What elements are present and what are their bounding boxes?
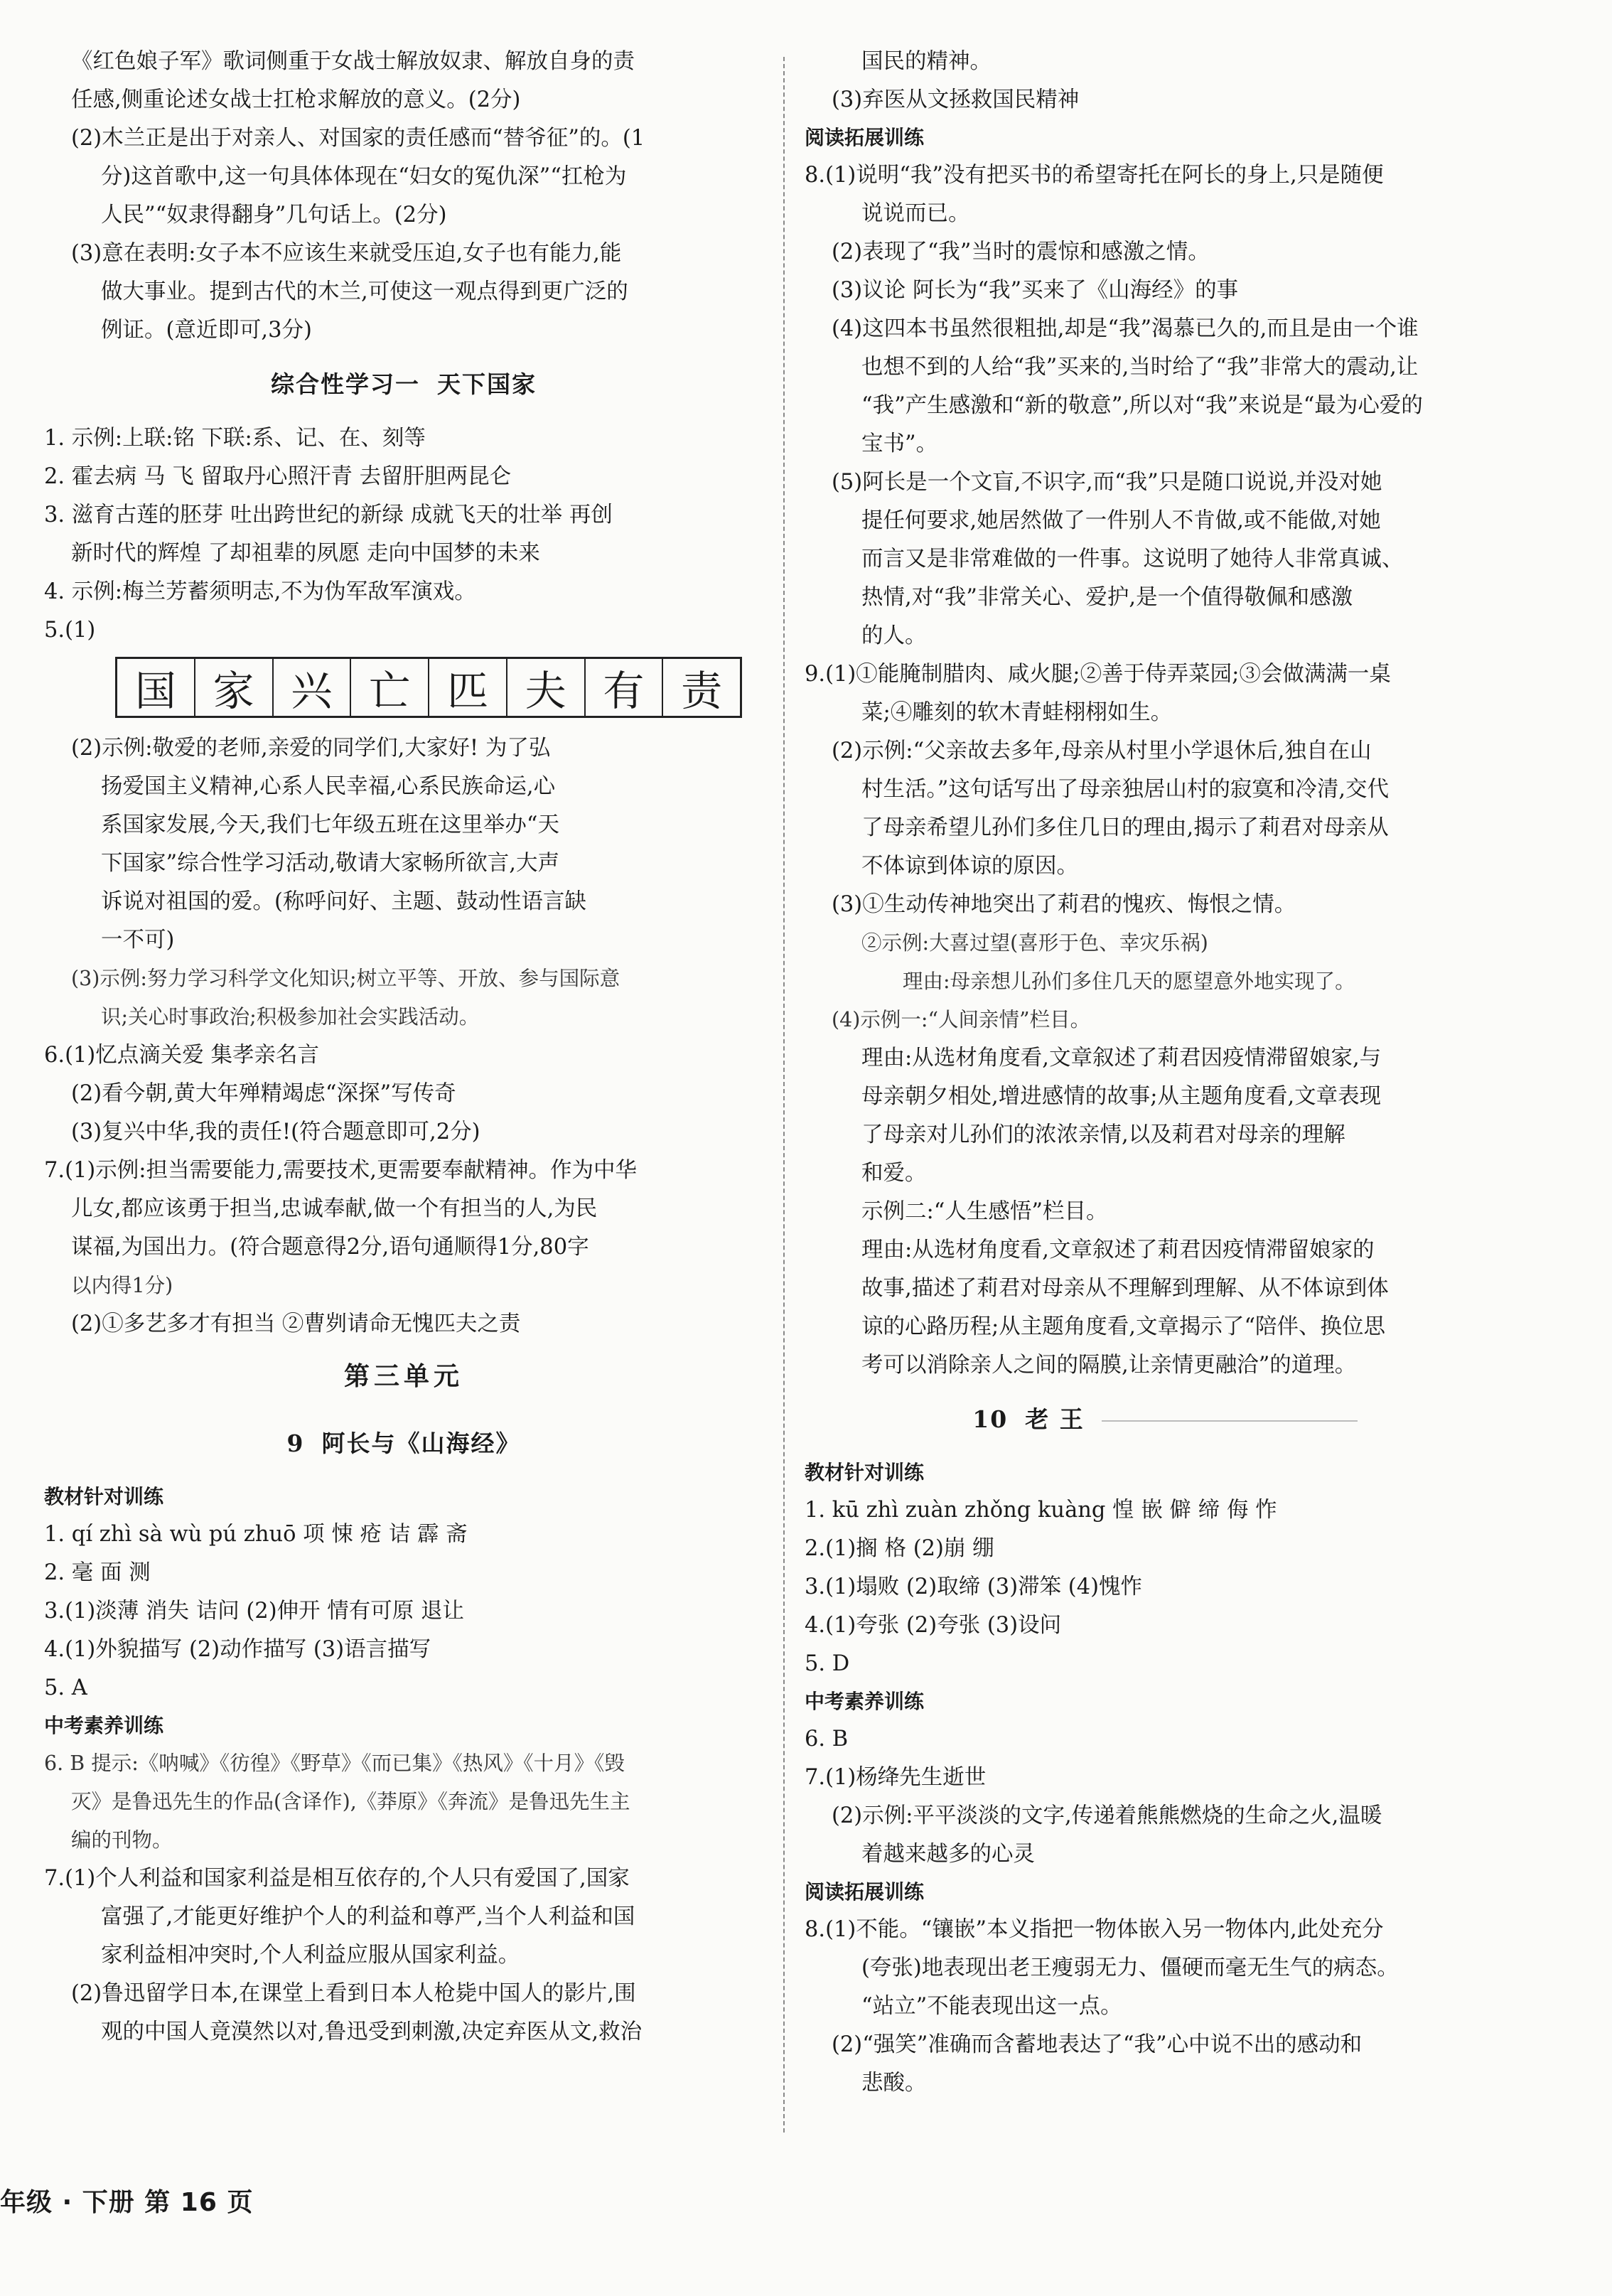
grid-char: 有 [586,659,664,716]
answer-line: 热情,对“我”非常关心、爱护,是一个值得敬佩和感激 [861,585,1353,610]
answer-line: (2)①多艺多才有担当 ②曹刿请命无愧匹夫之责 [71,1311,521,1336]
answer-line: 富强了,才能更好维护个人的利益和尊严,当个人利益和国 [101,1904,635,1929]
answer-line: 2. 毫 面 测 [44,1560,151,1585]
answer-line: 一不可) [101,928,175,953]
answer-line: 村生活。”这句话写出了母亲独居山村的寂寞和冷清,交代 [861,777,1390,802]
right-column [805,43,1525,2103]
answer-line: (2)“强笑”准确而含蓄地表达了“我”心中说不出的感动和 [832,2032,1363,2057]
grid-char: 责 [681,667,723,715]
section-heading: 阅读拓展训练 [805,1880,925,1904]
answer-line: 3.(1)淡薄 消失 诘问 (2)伸开 情有可原 退让 [44,1599,464,1624]
answer-line: 也想不到的人给“我”买来的,当时给了“我”非常大的震动,让 [861,355,1419,380]
answer-line: 和爱。 [861,1161,927,1186]
answer-line: 5. D [805,1651,850,1676]
section-heading: 中考素养训练 [805,1690,925,1713]
answer-line: 灭》是鲁迅先生的作品(含译作),《莽原》《奔流》是鲁迅先生主 [71,1790,630,1813]
answer-line: (3)弃医从文拯救国民精神 [832,87,1080,112]
lesson-title-number: 综合性学习一 [271,370,420,398]
answer-line: 7.(1)示例:担当需要能力,需要技术,更需要奉献精神。作为中华 [44,1158,637,1183]
answer-line: 理由:母亲想儿孙们多住几天的愿望意外地实现了。 [903,970,1355,993]
answer-line: 示例二:“人生感悟”栏目。 [861,1199,1108,1224]
answer-line: (2)表现了“我”当时的震惊和感激之情。 [832,240,1210,264]
answer-line: 编的刊物。 [71,1828,173,1852]
grid-char: 家 [195,659,274,716]
answer-line: 理由:从选材角度看,文章叙述了莉君因疫情滞留娘家,与 [861,1046,1382,1071]
answer-line: ②示例:大喜过望(喜形于色、幸灾乐祸) [861,931,1208,955]
answer-line: 5.(1) [44,618,96,643]
section-heading: 教材针对训练 [44,1485,164,1508]
answer-line: (2)鲁迅留学日本,在课堂上看到日本人枪毙中国人的影片,围 [71,1981,636,2006]
answer-line: (3)意在表明:女子本不应该生来就受压迫,女子也有能力,能 [71,241,622,266]
answer-line: 4.(1)夸张 (2)夸张 (3)设问 [805,1613,1062,1638]
answer-line: 着越来越多的心灵 [861,1842,1035,1867]
answer-line: 的人。 [861,623,927,648]
answer-line: 不体谅到体谅的原因。 [861,854,1078,879]
answer-line: 了母亲希望儿孙们多住几日的理由,揭示了莉君对母亲从 [861,815,1389,840]
answer-line: 家利益相冲突时,个人利益应服从国家利益。 [101,1943,520,1968]
answer-line: 例证。(意近即可,3分) [101,318,312,343]
answer-line: (5)阿长是一个文盲,不识字,而“我”只是随口说说,并没对她 [832,470,1382,495]
answer-line: 3.(1)塌败 (2)取缔 (3)滞笨 (4)愧怍 [805,1575,1142,1599]
answer-line: 菜;④雕刻的软木青蛙栩栩如生。 [861,700,1173,725]
lesson-title-text: 老 王 [1025,1405,1085,1433]
answer-line: 了母亲对儿孙们的浓浓亲情,以及莉君对母亲的理解 [861,1122,1345,1147]
answer-line: (4)示例一:“人间亲情”栏目。 [832,1008,1091,1031]
answer-line: “我”产生感激和“新的敬意”,所以对“我”来说是“最为心爱的 [861,393,1423,418]
lesson-title-number: 10 [972,1405,1009,1433]
answer-line: 7.(1)杨绛先生逝世 [805,1765,987,1790]
answer-line: 故事,描述了莉君对母亲从不理解到理解、从不体谅到体 [861,1276,1389,1301]
answer-line: 6. B [805,1727,849,1751]
answer-line: 考可以消除亲人之间的隔膜,让亲情更融洽”的道理。 [861,1353,1357,1378]
page-footer: 年级 · 下册 第 16 页 [0,2188,254,2217]
unit-heading: 第三单元 [343,1361,463,1391]
answer-line: (3)示例:努力学习科学文化知识;树立平等、开放、参与国际意 [71,967,620,990]
answer-line: (2)木兰正是出于对亲人、对国家的责任感而“替爷征”的。(1 [71,126,645,151]
answer-line: 做大事业。提到古代的木兰,可使这一观点得到更广泛的 [101,279,628,304]
grid-char: 国 [117,659,195,716]
answer-line: (4)这四本书虽然很粗拙,却是“我”渴慕已久的,而且是由一个谁 [832,316,1419,341]
answer-line: 悲酸。 [861,2071,927,2096]
section-heading: 中考素养训练 [44,1714,164,1737]
lesson-title [805,1385,1525,1454]
calligraphy-grid [115,657,742,718]
lesson-title [44,350,763,419]
grid-char: 兴 [274,659,352,716]
section-heading: 教材针对训练 [805,1461,925,1484]
answer-line: (2)示例:敬爱的老师,亲爱的同学们,大家好! 为了弘 [71,736,551,761]
answer-line: (2)示例:平平淡淡的文字,传递着熊熊燃烧的生命之火,温暖 [832,1803,1382,1828]
grid-char: 匹 [429,659,507,716]
lesson-title-text: 阿长与《山海经》 [321,1429,521,1457]
column-divider [783,57,785,2133]
answer-line: 分)这首歌中,这一句具体体现在“妇女的冤仇深”“扛枪为 [101,164,627,189]
answer-line: 儿女,都应该勇于担当,忠诚奉献,做一个有担当的人,为民 [71,1196,598,1221]
answer-line: (夸张)地表现出老王瘦弱无力、僵硬而毫无生气的病态。 [861,1956,1399,1980]
answer-line: 4. 示例:梅兰芳蓄须明志,不为伪军敌军演戏。 [44,579,476,604]
answer-line: (2)看今朝,黄大年殚精竭虑“深探”写传奇 [71,1081,456,1106]
answer-line: 母亲朝夕相处,增进感情的故事;从主题角度看,文章表现 [861,1084,1382,1109]
answer-line: 3. 滋育古莲的胚芽 吐出跨世纪的新绿 成就飞天的壮举 再创 [44,503,613,527]
answer-line: 而言又是非常难做的一件事。这说明了她待人非常真诚、 [861,547,1404,572]
answer-line: 识;关心时事政治;积极参加社会实践活动。 [101,1005,480,1029]
answer-line: 提任何要求,她居然做了一件别人不肯做,或不能做,对她 [861,508,1381,533]
answer-line: 《红色娘子军》歌词侧重于女战士解放奴隶、解放自身的责 [71,49,635,74]
answer-line: 新时代的辉煌 了却祖辈的夙愿 走向中国梦的未来 [71,541,540,566]
lesson-title [44,1409,763,1479]
grid-char: 亡 [351,659,429,716]
answer-line: 下国家”综合性学习活动,敬请大家畅所欲言,大声 [101,851,559,876]
answer-line: (3)议论 阿长为“我”买来了《山海经》的事 [832,278,1239,303]
answer-line: “站立”不能表现出这一点。 [861,1994,1122,2019]
grid-char: 夫 [507,659,586,716]
answer-line: (3)①生动传神地突出了莉君的愧疚、悔恨之情。 [832,892,1296,917]
left-column [44,43,763,2051]
answer-line: 诉说对祖国的爱。(称呼问好、主题、鼓动性语言缺 [101,889,586,914]
answer-line: 理由:从选材角度看,文章叙述了莉君因疫情滞留娘家的 [861,1238,1375,1262]
answer-line: 9.(1)①能腌制腊肉、咸火腿;②善于侍弄菜园;③会做满满一桌 [805,662,1391,687]
lesson-title-text: 天下国家 [437,370,537,398]
answer-line: 8.(1)不能。“镶嵌”本义指把一物体嵌入另一物体内,此处充分 [805,1917,1384,1942]
answer-line: (2)示例:“父亲故去多年,母亲从村里小学退休后,独自在山 [832,739,1372,763]
answer-line: 扬爱国主义精神,心系人民幸福,心系民族命运,心 [101,774,556,799]
answer-line: (3)复兴中华,我的责任!(符合题意即可,2分) [71,1120,480,1144]
answer-line: 1. qí zhì sà wù pú zhuō 项 悚 疮 诘 霹 斋 [44,1522,468,1547]
title-rule [1102,1420,1358,1422]
answer-line: 宝书”。 [861,431,938,456]
answer-line: 以内得1分) [71,1274,173,1297]
answer-line: 4.(1)外貌描写 (2)动作描写 (3)语言描写 [44,1637,431,1662]
answer-line: 8.(1)说明“我”没有把买书的希望寄托在阿长的身上,只是随便 [805,163,1384,188]
answer-line: 人民”“奴隶得翻身”几句话上。(2分) [101,203,447,227]
answer-line: 2.(1)搁 格 (2)崩 绷 [805,1536,994,1561]
answer-line: 6. B 提示:《呐喊》《彷徨》《野草》《而已集》《热风》《十月》《毁 [44,1751,625,1775]
answer-line: 任感,侧重论述女战士扛枪求解放的意义。(2分) [71,87,521,112]
answer-line: 7.(1)个人利益和国家利益是相互依存的,个人只有爱国了,国家 [44,1866,630,1891]
answer-line: 系国家发展,今天,我们七年级五班在这里举办“天 [101,812,559,837]
answer-line: 谅的心路历程;从主题角度看,文章揭示了“陪伴、换位思 [861,1314,1386,1339]
section-heading: 阅读拓展训练 [805,126,925,149]
answer-line: 观的中国人竟漠然以对,鲁迅受到刺激,决定弃医从文,救治 [101,2019,643,2044]
answer-line: 2. 霍去病 马 飞 留取丹心照汗青 去留肝胆两昆仑 [44,464,512,489]
answer-line: 1. 示例:上联:铭 下联:系、记、在、刻等 [44,426,426,451]
lesson-title-number: 9 [286,1429,305,1457]
answer-line: 1. kū zhì zuàn zhǒng kuàng 惶 嵌 僻 缔 侮 怍 [805,1498,1277,1523]
answer-line: 说说而已。 [861,201,970,226]
answer-line: 6.(1)忆点滴关爱 集孝亲名言 [44,1043,319,1068]
answer-line: 谋福,为国出力。(符合题意得2分,语句通顺得1分,80字 [71,1235,589,1260]
answer-line: 5. A [44,1675,87,1700]
answer-line: 国民的精神。 [861,49,992,74]
